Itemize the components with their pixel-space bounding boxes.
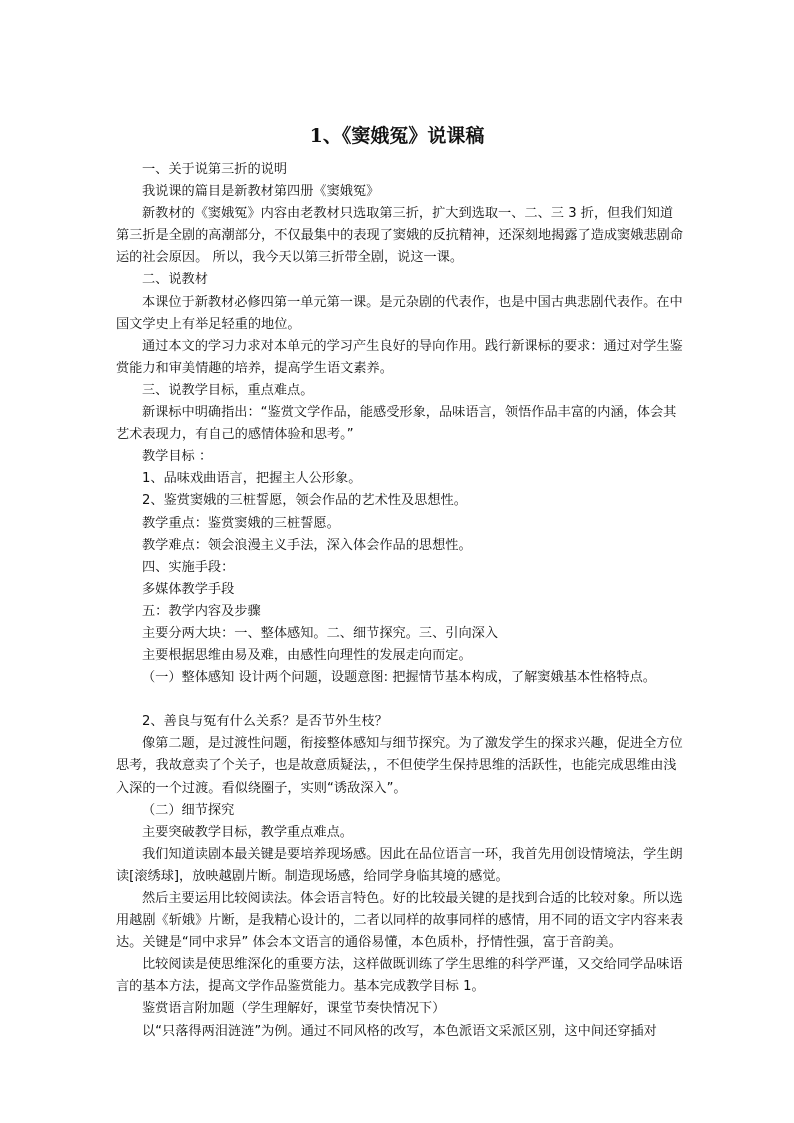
subsection-heading: （一）整体感知 设计两个问题，设题意图: 把握情节基本构成，了解窦娥基本性格特点。 <box>142 670 656 686</box>
list-item: 2、鉴赏窦娥的三桩誓愿，领会作品的艺术性及思想性。 <box>142 493 467 509</box>
section-heading: 一、关于说第三折的说明 <box>142 162 288 177</box>
document-body <box>116 159 686 1043</box>
paragraph: 2、善良与冤有什么关系？是否节外生枝？ <box>142 714 388 730</box>
subsection-heading: （二）细节探究 <box>142 802 235 818</box>
paragraph: 鉴赏语言附加题（学生理解好，课堂节奏快情况下） <box>142 1001 446 1017</box>
paragraph: 多媒体教学手段 <box>142 581 235 597</box>
paragraph: 主要根据思维由易及难，由感性向理性的发展走向而定。 <box>142 648 472 664</box>
blank-line <box>116 689 686 711</box>
paragraph: 教学重点：鉴赏窦娥的三桩誓愿。 <box>142 515 340 531</box>
paragraph: 教学目标 ： <box>142 449 213 465</box>
paragraph: 像第二题，是过渡性问题，衔接整体感知与细节探究。为了激发学生的探求兴趣，促进全方位思考，我故意卖了个关子，也是故意质疑法，，不但使学生保持思维的活跃性，也能完成思维由浅入深的一个过渡。看似绕圈子，实则“诱敌深入”。 <box>116 736 683 796</box>
list-item: 1、品味戏曲语言，把握主人公形象。 <box>142 471 362 487</box>
paragraph: 教学难点：领会浪漫主义手法，深入体会作品的思想性。 <box>142 537 472 553</box>
paragraph: 我说课的篇目是新教材第四册《窦娥冤》 <box>142 184 380 200</box>
document-title: 1、《窦娥冤》说课稿 <box>309 125 485 147</box>
paragraph: 本课位于新教材必修四第一单元第一课。是元杂剧的代表作，也是中国古典悲剧代表作。在中国文学史上有举足轻重的地位。 <box>116 294 683 332</box>
paragraph: 主要突破教学目标，教学重点难点。 <box>142 824 353 840</box>
paragraph: 然后主要运用比较阅读法。体会语言特色。好的比较最关键的是找到合适的比较对象。所以选用越剧《斩娥》片断，是我精心设计的，二者以同样的故事同样的感情，用不同的语文字内容来表达。关键是“同中求异” 体会本文语言的通俗易懂，本色质朴，抒情性强，富于音韵美。 <box>116 891 684 951</box>
section-heading: 四、实施手段： <box>142 559 235 575</box>
paragraph: 以“只落得两泪涟涟”为例。通过不同风格的改写，本色派语文采派区别，这中间还穿插对 <box>142 1023 657 1039</box>
paragraph: 比较阅读是使思维深化的重要方法，这样做既训练了学生思维的科学严谨，又交给同学品味语言的基本方法，提高文学作品鉴赏能力。基本完成教学目标 1。 <box>116 957 683 995</box>
paragraph: 通过本文的学习力求对本单元的学习产生良好的导向作用。践行新课标的要求：通过对学生鉴赏能力和审美情趣的培养，提高学生语文素养。 <box>116 338 683 376</box>
section-heading: 五：教学内容及步骤 <box>142 603 261 619</box>
section-heading: 三、说教学目标，重点难点。 <box>142 382 314 398</box>
paragraph: 新课标中明确指出：“鉴赏文学作品，能感受形象，品味语言，领悟作品丰富的内涵，体会其艺术表现力，有自己的感情体验和思考。” <box>116 405 677 443</box>
paragraph: 主要分两大块：一、整体感知。二、细节探究。三、引向深入 <box>142 625 499 641</box>
paragraph: 我们知道读剧本最关键是要培养现场感。因此在品位语言一环，我首先用创设情境法，学生朗读[滚绣球]，放映越剧片断。制造现场感，给同学身临其境的感觉。 <box>116 846 683 884</box>
section-heading: 二、说教材 <box>142 272 208 288</box>
paragraph: 新教材的《窦娥冤》内容由老教材只选取第三折，扩大到选取一、二、三 3 折，但我们知道第三折是全剧的高潮部分，不仅最集中的表现了窦娥的反抗精神，还深刻地揭露了造成窦娥悲剧命运的社会原因。 所以，我今天以第三折带全剧，说这一课。 <box>116 206 684 266</box>
